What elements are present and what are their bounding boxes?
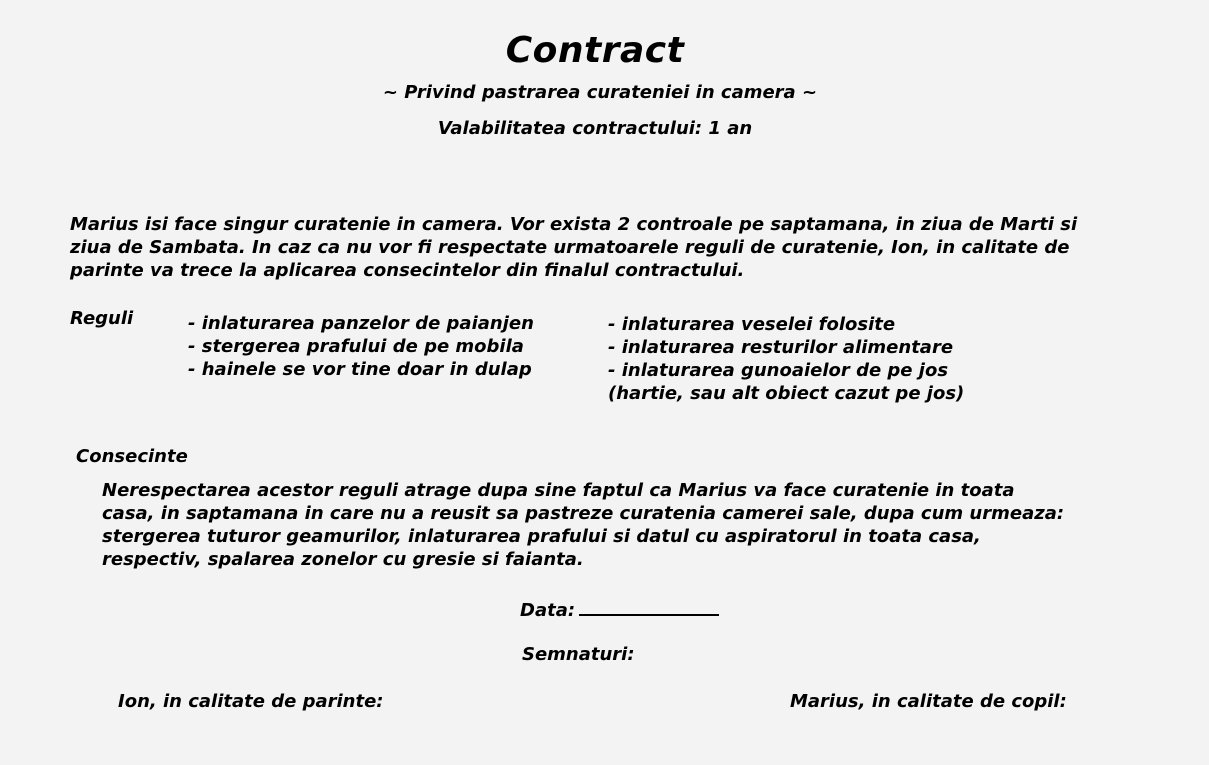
contract-validity: Valabilitatea contractului: 1 an <box>437 118 753 139</box>
child-signature-label: Marius, in calitate de copil: <box>790 691 1067 712</box>
rule-item: - stergerea prafului de pe mobila <box>188 336 524 357</box>
date-field <box>520 598 719 621</box>
rule-item: - inlaturarea panzelor de paianjen <box>188 313 534 334</box>
rule-item: - inlaturarea veselei folosite <box>608 314 896 335</box>
contract-subtitle: ~ Privind pastrarea curateniei in camera ~ <box>382 82 818 103</box>
rule-item: - inlaturarea gunoaielor de pe jos <box>608 360 949 381</box>
rule-item-note: (hartie, sau alt obiect cazut pe jos) <box>608 383 965 404</box>
parent-signature-label: Ion, in calitate de parinte: <box>118 691 384 712</box>
consequences-label: Consecinte <box>76 446 188 467</box>
rule-item: - hainele se vor tine doar in dulap <box>188 359 532 380</box>
intro-line: ziua de Sambata. In caz ca nu vor fi respectate urmatoarele reguli de curatenie, Ion, in calitate de <box>70 237 1070 258</box>
rules-label: Reguli <box>70 308 134 329</box>
intro-paragraph <box>70 213 1180 282</box>
rule-item: - inlaturarea resturilor alimentare <box>608 337 954 358</box>
rules-right-list <box>608 313 964 405</box>
intro-line: parinte va trece la aplicarea consecintelor din finalul contractului. <box>70 260 745 281</box>
consequences-line: respectiv, spalarea zonelor cu gresie si faianta. <box>102 549 584 570</box>
consequences-line: casa, in saptamana in care nu a reusit sa pastreze curatenia camerei sale, dupa cum urmeaza: <box>102 503 1065 524</box>
consequences-line: Nerespectarea acestor reguli atrage dupa sine faptul ca Marius va face curatenie in toata <box>102 480 1015 501</box>
intro-line: Marius isi face singur curatenie in camera. Vor exista 2 controale pe saptamana, in ziua de Marti si <box>70 214 1078 235</box>
rules-left-list <box>188 312 534 381</box>
contract-title: Contract <box>505 30 685 71</box>
consequences-paragraph <box>102 479 1142 571</box>
date-label: Data: <box>520 600 576 621</box>
date-blank-line <box>579 598 719 616</box>
signatures-label: Semnaturi: <box>522 644 635 665</box>
consequences-line: stergerea tuturor geamurilor, inlaturarea prafului si datul cu aspiratorul in toata casa, <box>102 526 981 547</box>
